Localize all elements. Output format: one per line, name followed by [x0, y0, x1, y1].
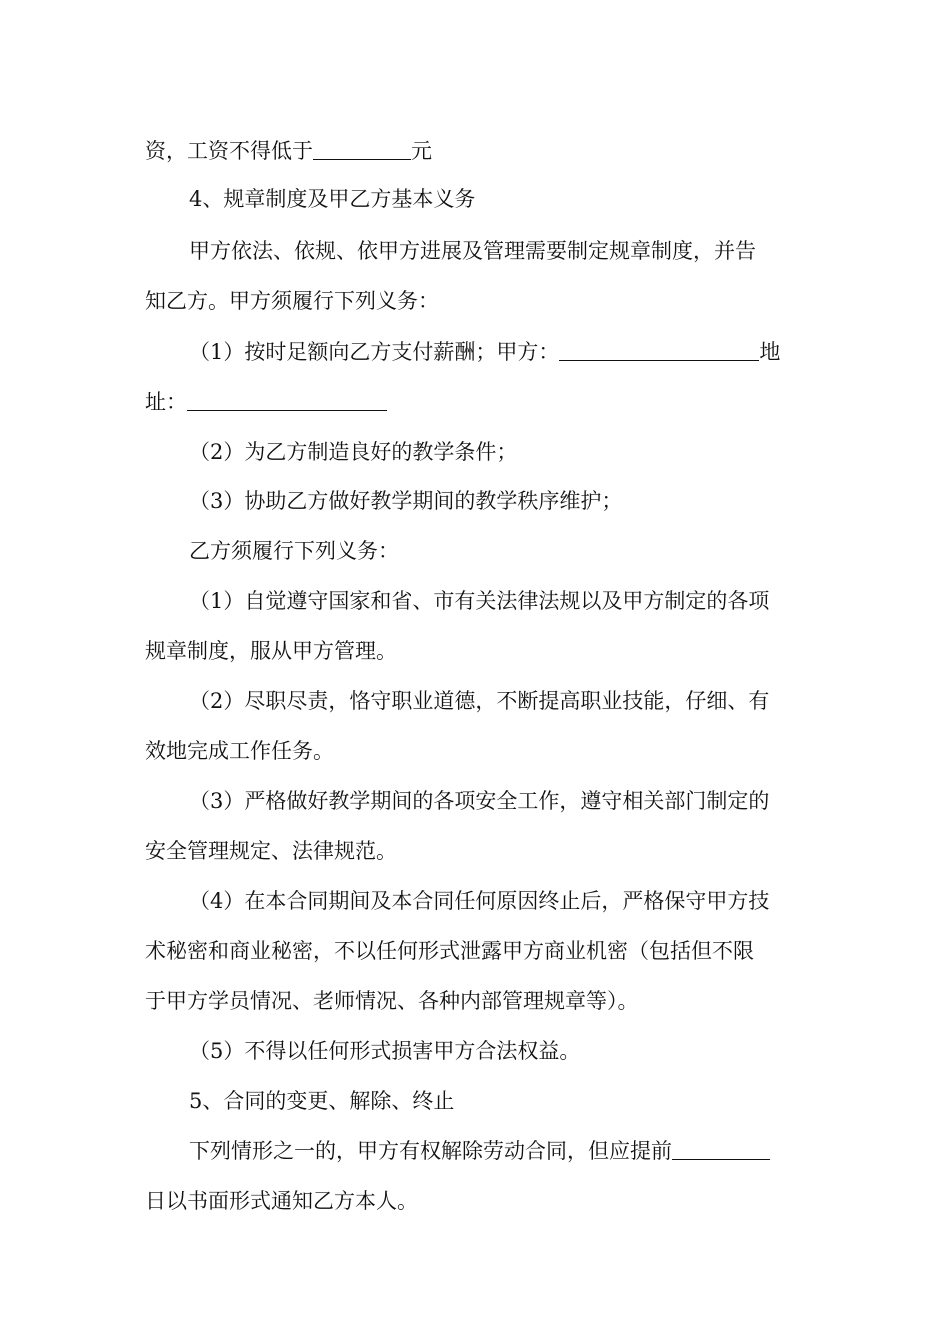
text-segment: 下列情形之一的，甲方有权解除劳动合同，但应提前: [189, 1139, 672, 1163]
text-line: （3）严格做好教学期间的各项安全工作，遵守相关部门制定的: [189, 789, 770, 813]
text-segment: （1）按时足额向乙方支付薪酬；甲方：: [189, 340, 560, 364]
text-line: [145, 136, 807, 166]
text-line: （2）尽职尽责，恪守职业道德，不断提高职业技能，仔细、有: [189, 689, 770, 713]
text-line: （2）为乙方制造良好的教学条件；: [189, 440, 518, 464]
text-segment: 址：: [145, 390, 187, 414]
text-line: 效地完成工作任务。: [145, 739, 334, 763]
text-line: （4）在本合同期间及本合同任何原因终止后，严格保守甲方技: [189, 889, 770, 913]
text-line: 乙方须履行下列义务：: [189, 539, 399, 563]
text-segment: 资，工资不得低于: [145, 139, 313, 163]
text-line: 甲方依法、依规、依甲方进展及管理需要制定规章制度，并告: [189, 239, 756, 263]
text-segment: 地: [759, 340, 781, 364]
section-heading: 4、规章制度及甲乙方基本义务: [189, 187, 476, 211]
text-line: （1）自觉遵守国家和省、市有关法律法规以及甲方制定的各项: [189, 589, 770, 613]
text-segment: 元: [411, 139, 432, 163]
section-heading: 5、合同的变更、解除、终止: [189, 1089, 455, 1113]
text-line: （3）协助乙方做好教学期间的教学秩序维护；: [189, 489, 623, 513]
text-line: [189, 1136, 807, 1166]
fill-in-blank: [313, 139, 411, 160]
text-line: 知乙方。甲方须履行下列义务：: [145, 289, 439, 313]
text-line: 于甲方学员情况、老师情况、各种内部管理规章等）。: [145, 989, 639, 1013]
fill-in-blank: [187, 390, 387, 411]
text-line: [145, 387, 807, 417]
text-line: 术秘密和商业秘密，不以任何形式泄露甲方商业机密（包括但不限: [145, 939, 754, 963]
text-line: 安全管理规定、法律规范。: [145, 839, 397, 863]
fill-in-blank: [672, 1139, 770, 1160]
text-line: 日以书面形式通知乙方本人。: [145, 1189, 418, 1213]
text-line: （5）不得以任何形式损害甲方合法权益。: [189, 1039, 581, 1063]
text-line: [189, 337, 807, 367]
fill-in-blank: [559, 340, 759, 361]
text-line: 规章制度，服从甲方管理。: [145, 639, 397, 663]
